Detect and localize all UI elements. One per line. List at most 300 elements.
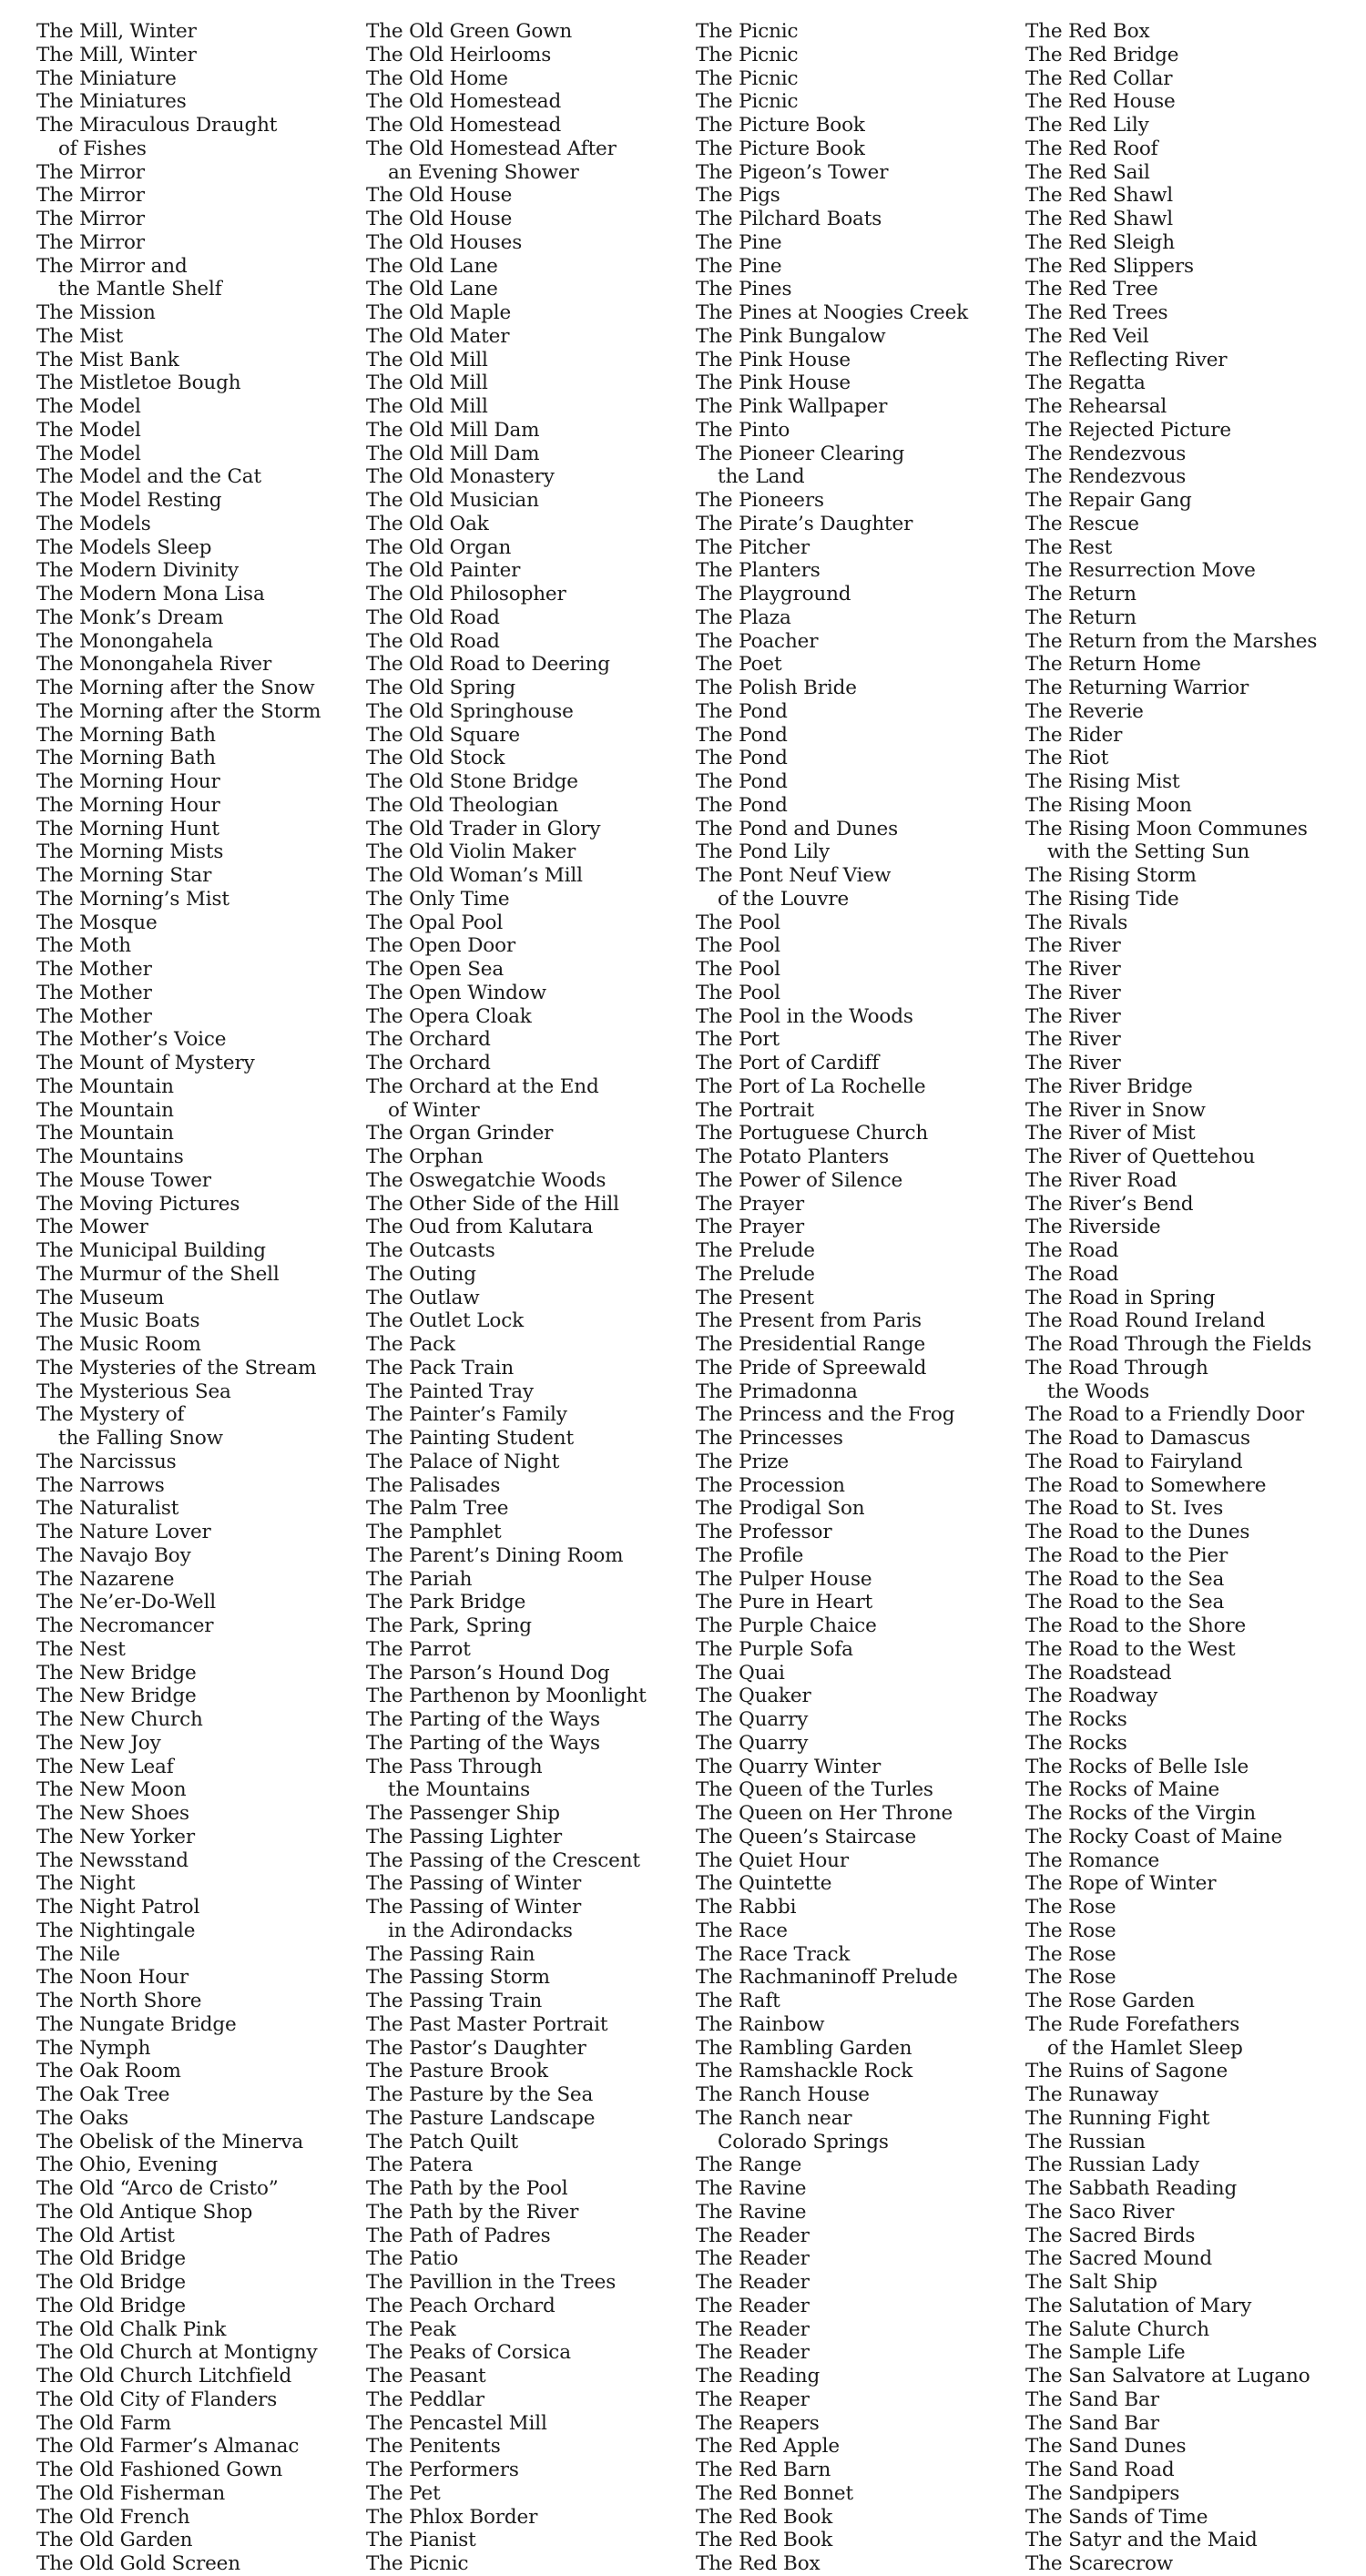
title-entry: The Old Maple	[366, 301, 512, 324]
title-entry: The Nymph	[36, 2036, 151, 2060]
title-entry: The Old Homestead	[366, 114, 562, 137]
title-entry: The Nature Lover	[36, 1521, 211, 1543]
title-entry: The Outlaw	[366, 1286, 480, 1309]
title-entry: The Old Violin Maker	[366, 840, 576, 864]
title-entry: The Parthenon by Moonlight	[366, 1685, 647, 1708]
title-entry: The Procession	[696, 1473, 845, 1497]
title-entry: The Pine	[696, 254, 782, 278]
title-entry: The Pink House	[696, 348, 851, 372]
title-entry: The Rehearsal	[1025, 395, 1167, 418]
title-entry: The Pont Neuf View	[696, 864, 892, 887]
title-entry: The Road	[1025, 1262, 1119, 1286]
title-entry: The Old Road to Deering	[366, 653, 610, 677]
title-entry: The Port	[696, 1028, 780, 1052]
title-entry: The Pasture by the Sea	[366, 2083, 594, 2106]
title-entry: The Old Homestead After	[366, 137, 617, 160]
title-entry: The Oaks	[36, 2106, 129, 2130]
title-entry: The Pasture Brook	[366, 2060, 548, 2083]
title-entry: The Pack	[366, 1333, 455, 1356]
title-entry: The Old Oak	[366, 512, 489, 535]
title-entry: The Road to Fairyland	[1025, 1450, 1243, 1473]
title-entry: The Painted Tray	[366, 1380, 534, 1403]
title-entry: The Pink Wallpaper	[696, 395, 888, 418]
title-column-3	[696, 20, 1025, 2576]
title-entry: The Old Antique Shop	[36, 2200, 253, 2224]
title-entry: The Model	[36, 418, 141, 442]
title-entry: The Road to the West	[1025, 1637, 1236, 1661]
title-entry-continuation: the Falling Snow	[58, 1427, 223, 1450]
title-entry: The Morning after the Storm	[36, 699, 321, 723]
title-entry: The New Bridge	[36, 1661, 197, 1685]
title-entry: The Oud from Kalutara	[366, 1216, 594, 1239]
title-entry: The Red Apple	[696, 2435, 840, 2459]
title-entry: The New Yorker	[36, 1825, 195, 1848]
title-entry: The Pioneer Clearing	[696, 442, 905, 465]
title-entry: The River	[1025, 958, 1121, 981]
title-entry: The Returning Warrior	[1025, 677, 1249, 699]
title-entry: The Narrows	[36, 1473, 165, 1497]
title-entry: The Mission	[36, 301, 156, 324]
title-entry: The Passing Storm	[366, 1966, 550, 1990]
title-entry: The Monk’s Dream	[36, 606, 224, 629]
title-entry: The River	[1025, 1052, 1121, 1074]
title-entry: The Old Fashioned Gown	[36, 2459, 283, 2481]
title-entry: The Old Artist	[36, 2224, 175, 2247]
title-entry: The Old Bridge	[36, 2271, 186, 2294]
title-entry: The Old Fisherman	[36, 2481, 226, 2505]
title-entry: The Moth	[36, 934, 131, 958]
title-entry: The Return from the Marshes	[1025, 629, 1318, 653]
title-entry: The Repair Gang	[1025, 489, 1192, 512]
title-entry: The River of Mist	[1025, 1122, 1196, 1145]
title-entry: The Path by the Pool	[366, 2177, 568, 2200]
title-entry: The Old Mill Dam	[366, 418, 540, 442]
title-entry: The Red Tree	[1025, 278, 1158, 301]
title-entry: The Mother	[36, 958, 152, 981]
title-entry: The Parting of the Ways	[366, 1731, 600, 1755]
title-entry: The Present from Paris	[696, 1309, 922, 1333]
title-entry: The Pool	[696, 981, 780, 1004]
title-entry: The Return	[1025, 606, 1137, 629]
title-entry: The Opera Cloak	[366, 1004, 532, 1028]
title-entry: The Pool in the Woods	[696, 1004, 913, 1028]
title-entry: The Outing	[366, 1262, 476, 1286]
title-entry: The Old Springhouse	[366, 699, 574, 723]
title-entry: The Morning Bath	[36, 747, 216, 770]
title-entry: The Picnic	[696, 20, 799, 43]
title-entry: The Road Through	[1025, 1356, 1208, 1380]
title-entry: The Old Mill	[366, 372, 488, 395]
title-entry: The Primadonna	[696, 1380, 858, 1403]
title-entry: The Red House	[1025, 90, 1176, 114]
title-entry: The River Bridge	[1025, 1074, 1193, 1098]
title-entry: The Picnic	[366, 2552, 469, 2575]
title-entry: The Performers	[366, 2459, 519, 2481]
title-entry: The Outlet Lock	[366, 1309, 524, 1333]
title-entry: The Port of Cardiff	[696, 1052, 880, 1074]
title-entry: The Raft	[696, 1990, 780, 2012]
title-entry: The Quaker	[696, 1685, 811, 1708]
title-entry: The Ranch near	[696, 2106, 852, 2130]
title-entry: The Opal Pool	[366, 911, 504, 934]
title-entry: The Pamphlet	[366, 1521, 502, 1543]
title-entry: The Road Through the Fields	[1025, 1333, 1312, 1356]
title-entry: The Ohio, Evening	[36, 2153, 219, 2177]
title-entry: The Old Spring	[366, 677, 516, 699]
title-entry: The Road in Spring	[1025, 1286, 1216, 1309]
title-entry: The Plaza	[696, 606, 791, 629]
title-entry: The River Road	[1025, 1168, 1177, 1192]
title-entry: The Pond and Dunes	[696, 817, 898, 840]
title-entry: The Rocks of Maine	[1025, 1778, 1220, 1802]
title-entry: The Old Bridge	[36, 2247, 186, 2271]
title-entry: The Old Bridge	[36, 2294, 186, 2317]
title-entry: The Pass Through	[366, 1755, 543, 1778]
title-entry: The Old Mill	[366, 395, 488, 418]
title-entry: The Miniatures	[36, 90, 187, 114]
title-entry: The Old Homestead	[366, 90, 562, 114]
title-entry: The Rocks of Belle Isle	[1025, 1755, 1249, 1778]
title-entry: The River	[1025, 1004, 1121, 1028]
title-entry: The Quai	[696, 1661, 785, 1685]
title-entry: The Old Philosopher	[366, 583, 566, 606]
title-entry: The New Joy	[36, 1731, 161, 1755]
title-entry: The Range	[696, 2153, 802, 2177]
title-entry: The Pencastel Mill	[366, 2411, 547, 2435]
title-entry: The Rescue	[1025, 512, 1139, 535]
title-entry: The Mountain	[36, 1098, 174, 1122]
title-entry: The Necromancer	[36, 1614, 214, 1637]
title-entry: The Mystery of	[36, 1403, 185, 1427]
title-entry: The Park, Spring	[366, 1614, 532, 1637]
title-entry: The Red Roof	[1025, 137, 1158, 160]
title-entry: The Road to the Sea	[1025, 1567, 1225, 1591]
title-entry: The Profile	[696, 1543, 804, 1567]
title-entry: The Peaks of Corsica	[366, 2341, 571, 2365]
title-entry: The Parson’s Hound Dog	[366, 1661, 610, 1685]
title-entry: The Old Mill Dam	[366, 442, 540, 465]
title-entry: The Russian Lady	[1025, 2153, 1199, 2177]
title-entry: The Quiet Hour	[696, 1848, 850, 1872]
title-entry: The Professor	[696, 1521, 832, 1543]
title-entry: The Pet	[366, 2481, 441, 2505]
title-entry: The Orchard	[366, 1052, 491, 1074]
title-entry: The Pilchard Boats	[696, 208, 882, 230]
title-entry: The Satyr and the Maid	[1025, 2529, 1258, 2552]
title-entry: The Pitcher	[696, 535, 810, 559]
title-entry: The Patio	[366, 2247, 459, 2271]
title-entry: The Reader	[696, 2294, 810, 2317]
title-entry: The Riot	[1025, 747, 1109, 770]
title-entry: The Pure in Heart	[696, 1591, 873, 1614]
title-entry: The Painter’s Family	[366, 1403, 567, 1427]
title-entry: The Orphan	[366, 1145, 484, 1168]
title-entry: The Ne’er-Do-Well	[36, 1591, 216, 1614]
title-entry: The Old Farm	[36, 2411, 171, 2435]
title-column-1	[36, 20, 366, 2576]
title-entry: The Reader	[696, 2247, 810, 2271]
title-entry: The Monongahela	[36, 629, 213, 653]
title-entry: The Nest	[36, 1637, 126, 1661]
title-entry-continuation: an Evening Shower	[388, 160, 579, 184]
title-entry: The Mount of Mystery	[36, 1052, 255, 1074]
title-entry: The Mower	[36, 1216, 148, 1239]
title-entry: The Municipal Building	[36, 1239, 266, 1262]
title-entry: The Rejected Picture	[1025, 418, 1231, 442]
title-entry: The Old Mater	[366, 324, 510, 348]
title-entry: The Portrait	[696, 1098, 815, 1122]
title-entry: The Rivals	[1025, 911, 1128, 934]
title-entry: The Salt Ship	[1025, 2271, 1157, 2294]
title-entry: The Rider	[1025, 723, 1123, 747]
title-entry: The Parrot	[366, 1637, 471, 1661]
title-entry: The Rambling Garden	[696, 2036, 912, 2060]
title-entry: The Red Veil	[1025, 324, 1149, 348]
title-entry: The Running Fight	[1025, 2106, 1210, 2130]
title-entry: The Mother’s Voice	[36, 1028, 227, 1052]
title-entry: The Obelisk of the Minerva	[36, 2130, 304, 2153]
title-entry: The Music Boats	[36, 1309, 200, 1333]
title-entry: The Mysteries of the Stream	[36, 1356, 317, 1380]
title-entry: The Museum	[36, 1286, 165, 1309]
title-entry: The Salutation of Mary	[1025, 2294, 1252, 2317]
title-entry: The Saco River	[1025, 2200, 1175, 2224]
title-entry: The Old Houses	[366, 230, 523, 254]
title-entry: The Other Side of the Hill	[366, 1192, 619, 1216]
title-entry: The Models	[36, 512, 151, 535]
title-entry: The Road to the Shore	[1025, 1614, 1247, 1637]
title-entry: The Rocky Coast of Maine	[1025, 1825, 1283, 1848]
title-entry: The Passing of Winter	[366, 1872, 582, 1896]
title-entry: The Prize	[696, 1450, 790, 1473]
title-entry: The Rocks	[1025, 1731, 1127, 1755]
title-entry: The Potato Planters	[696, 1145, 889, 1168]
title-entry: The Old Musician	[366, 489, 539, 512]
title-entry: The Old Monastery	[366, 465, 555, 489]
title-entry: The Sand Dunes	[1025, 2435, 1187, 2459]
title-entry: The Rendezvous	[1025, 442, 1187, 465]
title-entry: The Presidential Range	[696, 1333, 926, 1356]
title-entry: The Road to a Friendly Door	[1025, 1403, 1304, 1427]
title-entry: The Morning Hunt	[36, 817, 219, 840]
title-entry: The Ruins of Sagone	[1025, 2060, 1228, 2083]
title-entry: The Mountain	[36, 1122, 174, 1145]
title-entry: The Old City of Flanders	[36, 2388, 278, 2411]
title-entry: The Old Woman’s Mill	[366, 864, 583, 887]
title-entry: The Rose	[1025, 1966, 1116, 1990]
title-entry: The Passenger Ship	[366, 1802, 560, 1825]
title-entry: The Red Shawl	[1025, 208, 1173, 230]
title-entry: The Pack Train	[366, 1356, 515, 1380]
title-entry: The Road to Somewhere	[1025, 1473, 1267, 1497]
title-entry: The Red Shawl	[1025, 184, 1173, 208]
title-entry: The Queen of the Turles	[696, 1778, 933, 1802]
title-entry: The Orchard	[366, 1028, 491, 1052]
title-entry: The Poet	[696, 653, 782, 677]
title-entry: The Princess and the Frog	[696, 1403, 955, 1427]
title-entry: The Mill, Winter	[36, 20, 197, 43]
title-entry: The Mirror	[36, 230, 145, 254]
title-entry: The Princesses	[696, 1427, 843, 1450]
title-entry: The Patera	[366, 2153, 474, 2177]
title-entry: The Pond Lily	[696, 840, 830, 864]
title-entry-continuation: the Mountains	[388, 1778, 530, 1802]
title-entry: The Morning Star	[36, 864, 212, 887]
title-entry-continuation: Colorado Springs	[718, 2130, 889, 2153]
title-entry: The Old French	[36, 2505, 190, 2529]
title-entry: The Red Box	[696, 2552, 821, 2575]
title-entry: The Morning Hour	[36, 770, 220, 793]
title-entry: The Rising Tide	[1025, 887, 1179, 911]
title-entry: The Open Sea	[366, 958, 505, 981]
title-entry: The Mirror	[36, 208, 145, 230]
title-entry: The Miniature	[36, 66, 177, 90]
title-entry: The Pianist	[366, 2529, 476, 2552]
title-entry: The Rendezvous	[1025, 465, 1187, 489]
title-entry: The Rude Forefathers	[1025, 2012, 1240, 2036]
title-entry: The Old House	[366, 184, 513, 208]
title-entry: The Sacred Birds	[1025, 2224, 1196, 2247]
title-entry: The Resurrection Move	[1025, 559, 1256, 583]
title-entry: The Sand Bar	[1025, 2411, 1159, 2435]
title-entry: The Roadway	[1025, 1685, 1158, 1708]
title-entry: The Morning Mists	[36, 840, 224, 864]
title-entry: The Naturalist	[36, 1497, 179, 1521]
title-entry: The Purple Sofa	[696, 1637, 853, 1661]
title-entry: The Palm Tree	[366, 1497, 509, 1521]
title-entry: The Race	[696, 1919, 788, 1942]
title-entry: The Model	[36, 442, 141, 465]
title-entry: The Modern Mona Lisa	[36, 583, 265, 606]
title-entry: The Mountains	[36, 1145, 184, 1168]
title-entry: The Mysterious Sea	[36, 1380, 231, 1403]
title-entry: The New Church	[36, 1708, 203, 1731]
title-column-2	[366, 20, 696, 2576]
title-entry: The Reader	[696, 2341, 810, 2365]
title-entry: The Reaper	[696, 2388, 810, 2411]
title-entry: The Portuguese Church	[696, 1122, 929, 1145]
title-entry: The Mistletoe Bough	[36, 372, 241, 395]
title-entry: The Open Window	[366, 981, 546, 1004]
title-entry: The Nile	[36, 1942, 120, 1966]
title-entry: The Red Trees	[1025, 301, 1168, 324]
title-entry: The Ravine	[696, 2200, 807, 2224]
title-entry: The Reader	[696, 2271, 810, 2294]
title-entry: The Picnic	[696, 43, 799, 66]
title-entry: The Pasture Landscape	[366, 2106, 596, 2130]
title-entry: The Path of Padres	[366, 2224, 551, 2247]
title-entry: The Mosque	[36, 911, 158, 934]
title-entry: The Penitents	[366, 2435, 501, 2459]
title-entry: The Ranch House	[696, 2083, 870, 2106]
title-entry: The Miraculous Draught	[36, 114, 278, 137]
title-entry: The Rising Moon Communes	[1025, 817, 1308, 840]
title-entry-continuation: the Mantle Shelf	[58, 278, 222, 301]
title-entry: The Sand Road	[1025, 2459, 1175, 2481]
title-entry: The Old Chalk Pink	[36, 2317, 227, 2341]
title-entry: The Rose	[1025, 1896, 1116, 1919]
title-entry: The Pastor’s Daughter	[366, 2036, 586, 2060]
title-entry: The Model	[36, 395, 141, 418]
title-entry: The Reading	[696, 2365, 821, 2388]
title-entry: The Morning after the Snow	[36, 677, 315, 699]
title-entry: The Pond	[696, 747, 788, 770]
title-entry: The New Leaf	[36, 1755, 174, 1778]
title-entry: The Mirror and	[36, 254, 188, 278]
title-entry: The Noon Hour	[36, 1966, 189, 1990]
title-entry: The Mist Bank	[36, 348, 179, 372]
title-entry: The Park Bridge	[366, 1591, 526, 1614]
title-entry: The Purple Chaice	[696, 1614, 877, 1637]
title-entry: The Pink House	[696, 372, 851, 395]
title-entry: The Playground	[696, 583, 851, 606]
title-entry: The Present	[696, 1286, 814, 1309]
title-entry: The Red Book	[696, 2529, 833, 2552]
title-entry: The Mirror	[36, 184, 145, 208]
title-entry: The Queen’s Staircase	[696, 1825, 917, 1848]
title-entry: The Organ Grinder	[366, 1122, 554, 1145]
title-entry: The Rose	[1025, 1919, 1116, 1942]
title-entry: The Passing of the Crescent	[366, 1848, 640, 1872]
title-entry: The Parting of the Ways	[366, 1708, 600, 1731]
title-entry: The Picnic	[696, 90, 799, 114]
title-entry: The Mill, Winter	[36, 43, 197, 66]
title-entry: The Road to Damascus	[1025, 1427, 1250, 1450]
title-entry: The Road to the Pier	[1025, 1543, 1228, 1567]
title-entry: The Russian	[1025, 2130, 1146, 2153]
title-entry-continuation: of the Hamlet Sleep	[1047, 2036, 1243, 2060]
title-entry: The Queen on Her Throne	[696, 1802, 953, 1825]
title-entry: The Passing Lighter	[366, 1825, 563, 1848]
title-entry: The Peasant	[366, 2365, 486, 2388]
title-entry: The Rope of Winter	[1025, 1872, 1217, 1896]
title-entry: The Nightingale	[36, 1919, 196, 1942]
title-entry: The New Bridge	[36, 1685, 197, 1708]
title-entry: The Red Collar	[1025, 66, 1173, 90]
title-entry: The Peach Orchard	[366, 2294, 556, 2317]
title-entry: The Pride of Spreewald	[696, 1356, 927, 1380]
title-entry: The Newsstand	[36, 1848, 189, 1872]
title-entry: The Old “Arco de Cristo”	[36, 2177, 279, 2200]
title-entry: The Mother	[36, 981, 152, 1004]
title-entry: The Orchard at the End	[366, 1074, 599, 1098]
title-entry: The Sabbath Reading	[1025, 2177, 1238, 2200]
title-entry: The Sacred Mound	[1025, 2247, 1212, 2271]
title-entry: The Pines at Noogies Creek	[696, 301, 969, 324]
title-entry: The Old Church at Montigny	[36, 2341, 318, 2365]
title-entry: The Morning Bath	[36, 723, 216, 747]
title-entry: The Road Round Ireland	[1025, 1309, 1266, 1333]
title-entry: The Pigs	[696, 184, 780, 208]
title-entry: The Rabbi	[696, 1896, 797, 1919]
title-entry: The Pulper House	[696, 1567, 872, 1591]
title-entry: The Old Lane	[366, 278, 498, 301]
title-column-4	[1025, 20, 1355, 2576]
title-entry: The Return	[1025, 583, 1137, 606]
title-entry-continuation: with the Setting Sun	[1047, 840, 1250, 864]
title-entry: The Riverside	[1025, 1216, 1161, 1239]
title-entry: The Rose Garden	[1025, 1990, 1195, 2012]
title-entry-continuation: of the Louvre	[718, 887, 850, 911]
title-entry: The Mirror	[36, 160, 145, 184]
title-entry: The River	[1025, 1028, 1121, 1052]
title-entry: The Scarecrow	[1025, 2552, 1174, 2575]
title-entry: The Monongahela River	[36, 653, 272, 677]
title-entry-continuation: the Land	[718, 465, 805, 489]
title-entry: The Models Sleep	[36, 535, 212, 559]
title-entry: The Old Road	[366, 606, 500, 629]
title-entry: The Romance	[1025, 1848, 1160, 1872]
